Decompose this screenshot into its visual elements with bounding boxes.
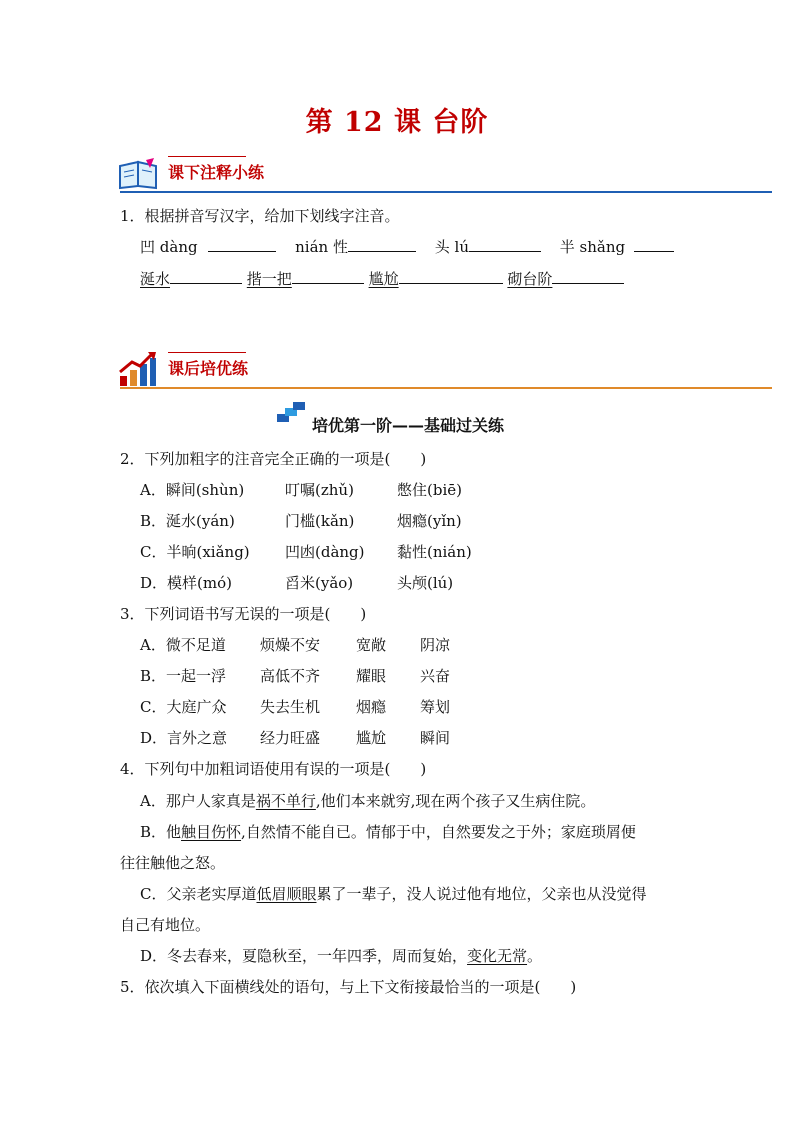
q1-item: 头 lú	[434, 238, 469, 256]
book-icon	[118, 156, 160, 190]
section-2-accent-line	[168, 352, 246, 353]
q4-option-a[interactable]	[140, 790, 595, 811]
option-item: A．微不足道	[140, 636, 226, 654]
q4-option-c-cont: 自己有地位。	[120, 916, 211, 934]
page-title: 第 12 课 台阶	[305, 107, 489, 138]
answer-blank[interactable]	[552, 269, 624, 284]
highlighted-word: 祸不单行	[255, 792, 316, 810]
answer-blank[interactable]	[348, 237, 416, 252]
answer-blank[interactable]	[208, 237, 276, 252]
q1-row-2	[140, 268, 624, 289]
option-item: 兴奋	[420, 667, 451, 685]
option-item: 经力旺盛	[260, 729, 321, 747]
option-item: 叮嘱(zhǔ)	[285, 481, 354, 499]
option-item: 高低不齐	[260, 667, 321, 685]
section-2-title: 课后培优练	[168, 359, 249, 378]
section-1-title: 课下注释小练	[168, 163, 265, 182]
q4-option-d[interactable]	[140, 945, 542, 966]
option-text: A．那户人家真是	[140, 792, 256, 810]
answer-blank[interactable]	[292, 269, 364, 284]
q1-item: 砌台阶	[507, 270, 553, 288]
highlighted-word: 触目伤怀	[181, 823, 242, 841]
answer-blank[interactable]	[399, 269, 503, 284]
q1-item: 涎水	[140, 270, 171, 288]
option-text: C．父亲老实厚道	[140, 885, 257, 903]
section-1-accent-line	[168, 156, 246, 157]
option-item: A．瞬间(shùn)	[140, 481, 245, 499]
answer-blank[interactable]	[469, 237, 541, 252]
option-item: 失去生机	[260, 698, 321, 716]
option-item: 耀眼	[356, 667, 387, 685]
option-item: 凹凼(dàng)	[285, 543, 365, 561]
option-item: B．涎水(yán)	[140, 512, 235, 530]
option-text: 。	[527, 947, 543, 965]
q4-option-b-cont: 往往触他之怒。	[120, 854, 226, 872]
option-item: 门槛(kǎn)	[285, 512, 355, 530]
q1-stem: 1．根据拼音写汉字，给加下划线字注音。	[120, 207, 400, 225]
option-text: 累了一辈子，没人说过他有地位，父亲也从没觉得	[316, 885, 647, 903]
q1-item: nián 性	[295, 238, 348, 256]
option-item: 憋住(biē)	[397, 481, 462, 499]
q5-stem: 5．依次填入下面横线处的语句，与上下文衔接最恰当的一项是( )	[120, 978, 577, 996]
option-item: D．言外之意	[140, 729, 228, 747]
q4-option-b[interactable]	[140, 821, 636, 842]
q1-item: 凹 dàng	[140, 238, 198, 256]
q2-option-d[interactable]	[140, 572, 453, 593]
highlighted-word: 变化无常	[467, 947, 528, 965]
q2-option-b[interactable]	[140, 510, 462, 531]
option-item: 宽敞	[356, 636, 387, 654]
option-text: ,自然情不能自已。情郁于中，自然要发之于外；家庭琐屑便	[241, 823, 636, 841]
option-item: 黏性(nián)	[397, 543, 472, 561]
q2-option-c[interactable]	[140, 541, 472, 562]
q3-option-a[interactable]	[140, 634, 450, 655]
section-2-divider	[120, 387, 772, 389]
section-1-divider	[120, 191, 772, 193]
option-item: 烟瘾(yǐn)	[397, 512, 462, 530]
option-item: C．半晌(xiǎng)	[140, 543, 250, 561]
q2-stem: 2．下列加粗字的注音完全正确的一项是( )	[120, 450, 427, 468]
option-item: 头颅(lú)	[397, 574, 454, 592]
q2-option-a[interactable]	[140, 479, 462, 500]
q4-option-c[interactable]	[140, 883, 647, 904]
bar-chart-icon	[118, 350, 158, 388]
option-text: ,他们本来就穷,现在两个孩子又生病住院。	[315, 792, 596, 810]
q1-row-1	[140, 236, 674, 257]
option-item: 阴凉	[420, 636, 451, 654]
option-text: D．冬去春来，夏隐秋至，一年四季，周而复始，	[140, 947, 468, 965]
stairs-icon	[275, 400, 309, 424]
option-text: B．他	[140, 823, 182, 841]
option-item: 筹划	[420, 698, 451, 716]
q4-stem: 4．下列句中加粗词语使用有误的一项是( )	[120, 760, 427, 778]
answer-blank[interactable]	[634, 237, 674, 252]
q1-item: 尴尬	[368, 270, 399, 288]
q3-option-c[interactable]	[140, 696, 450, 717]
option-item: 尴尬	[356, 729, 387, 747]
sub-heading: 培优第一阶——基础过关练	[312, 416, 505, 435]
q1-item: 揩一把	[246, 270, 292, 288]
option-item: 舀米(yǎo)	[285, 574, 354, 592]
q3-option-d[interactable]	[140, 727, 450, 748]
q3-stem: 3．下列词语书写无误的一项是( )	[120, 605, 367, 623]
q3-option-b[interactable]	[140, 665, 450, 686]
option-item: C．大庭广众	[140, 698, 227, 716]
highlighted-word: 低眉顺眼	[256, 885, 317, 903]
answer-blank[interactable]	[170, 269, 242, 284]
option-item: D．模样(mó)	[140, 574, 232, 592]
option-item: 烦燥不安	[260, 636, 321, 654]
option-item: B．一起一浮	[140, 667, 227, 685]
option-item: 烟瘾	[356, 698, 387, 716]
q1-item: 半 shǎng	[559, 238, 626, 256]
option-item: 瞬间	[420, 729, 451, 747]
